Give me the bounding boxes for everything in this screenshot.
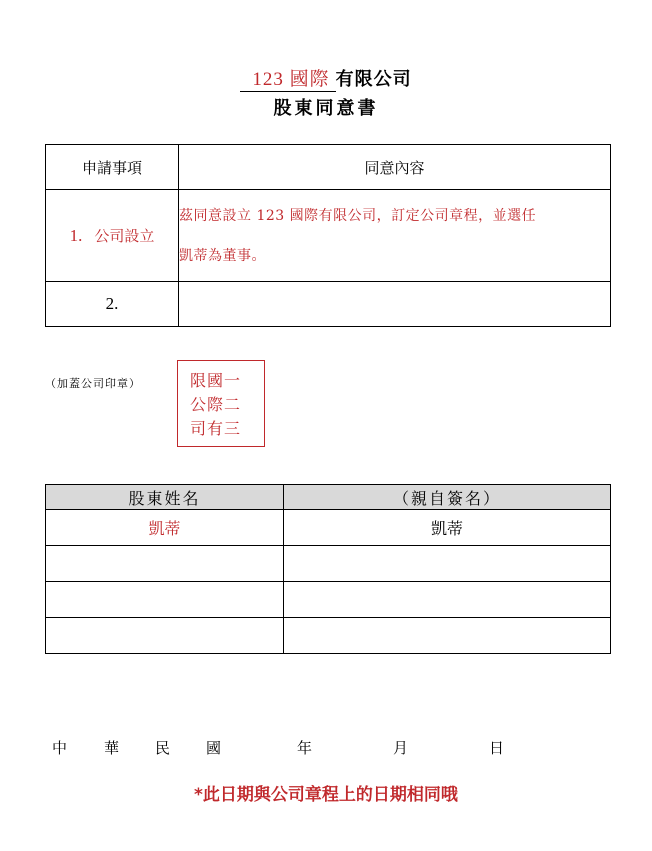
company-title — [0, 64, 652, 92]
date-char-hua: 華 — [104, 739, 120, 757]
table-row — [46, 510, 611, 546]
date-line — [52, 737, 512, 757]
shareholder-name-cell[interactable] — [46, 618, 284, 654]
signature-cell[interactable] — [284, 618, 611, 654]
seal-line: 公際二 — [190, 395, 242, 414]
consent-table-header — [46, 145, 611, 190]
header-shareholder-name: 股東姓名 — [46, 485, 284, 510]
shareholder-name-cell[interactable] — [46, 546, 284, 582]
consent-table — [45, 144, 611, 327]
header-item: 申請事項 — [46, 145, 179, 190]
seal-line: 司有三 — [190, 419, 242, 438]
table-row — [46, 582, 611, 618]
company-seal — [177, 360, 265, 447]
item-cell-1 — [46, 190, 179, 282]
table-row — [46, 546, 611, 582]
content-line: 凱蒂為董事。 — [179, 247, 266, 264]
header-content: 同意內容 — [179, 145, 611, 190]
seal-caption: （加蓋公司印章） — [45, 377, 141, 390]
document-title: 股東同意書 — [273, 98, 379, 119]
date-note: *此日期與公司章程上的日期相同哦 — [194, 785, 458, 805]
shareholder-name-cell[interactable] — [46, 582, 284, 618]
shareholder-table-header — [46, 485, 611, 510]
date-char-zhong: 中 — [52, 739, 68, 757]
date-char-guo: 國 — [206, 739, 222, 757]
company-name-highlight: 123 國際 — [240, 64, 335, 92]
seal-line: 限國一 — [190, 371, 242, 390]
table-row — [46, 190, 611, 282]
content-cell-2 — [179, 282, 611, 327]
date-month: 月 — [393, 739, 409, 757]
shareholder-table — [45, 484, 611, 654]
item-cell-2 — [46, 282, 179, 327]
content-cell-1 — [179, 190, 611, 282]
table-row — [46, 618, 611, 654]
table-row — [46, 282, 611, 327]
shareholder-name-cell[interactable]: 凱蒂 — [46, 510, 284, 546]
item-label: 公司設立 — [94, 227, 155, 245]
content-line: 茲同意設立 123 國際有限公司，訂定公司章程，並選任 — [179, 207, 537, 224]
item-number: 2. — [105, 294, 119, 313]
header-signature: （親自簽名） — [284, 485, 611, 510]
date-year: 年 — [297, 739, 313, 757]
signature-cell[interactable] — [284, 582, 611, 618]
company-suffix: 有限公司 — [335, 69, 412, 90]
signature-cell[interactable]: 凱蒂 — [284, 510, 611, 546]
signature-cell[interactable] — [284, 546, 611, 582]
date-char-min: 民 — [155, 739, 171, 757]
item-number: 1. — [69, 226, 83, 245]
date-day: 日 — [489, 739, 505, 757]
